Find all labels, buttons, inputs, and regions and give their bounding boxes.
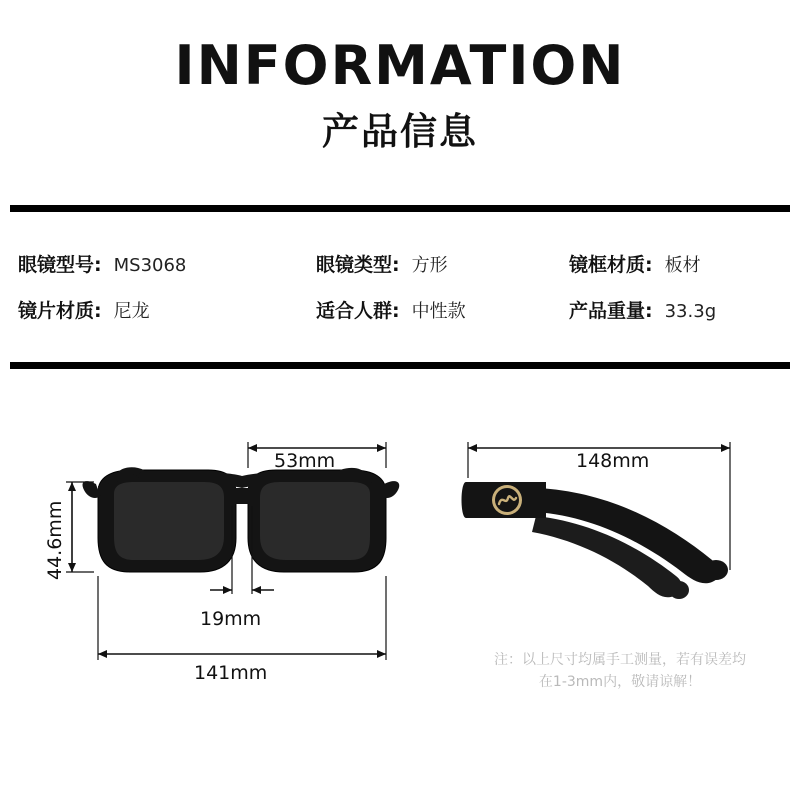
dimension-diagram — [0, 380, 800, 800]
page-title-en: INFORMATION — [174, 34, 626, 97]
spec-label: 眼镜类型: — [316, 253, 400, 276]
spec-row-frame-material — [565, 250, 790, 277]
divider-bottom — [10, 362, 790, 369]
spec-value: 板材 — [664, 254, 701, 276]
spec-label: 镜框材质: — [569, 253, 653, 276]
spec-label: 眼镜型号: — [18, 253, 102, 276]
spec-table — [10, 240, 790, 332]
dim-label-lens-height: 44.6mm — [44, 500, 66, 580]
page-title-cn: 产品信息 — [322, 109, 478, 153]
spec-label: 镜片材质: — [18, 299, 102, 322]
dim-label-lens-width: 53mm — [274, 450, 336, 472]
dim-label-bridge: 19mm — [200, 608, 262, 630]
spec-row-lens-material — [10, 296, 310, 323]
spec-value: 尼龙 — [113, 300, 150, 322]
dim-label-temple-length: 148mm — [576, 450, 650, 472]
spec-row-model — [10, 250, 310, 277]
spec-row-audience — [310, 296, 565, 323]
measurement-note-line2: 在1-3mm内，敬请谅解！ — [538, 673, 702, 690]
frame-front-shape — [83, 467, 400, 572]
spec-value: MS3068 — [113, 254, 187, 276]
spec-value: 33.3g — [664, 300, 717, 322]
brand-logo-icon — [492, 485, 522, 515]
spec-label: 产品重量: — [569, 299, 653, 322]
sunglasses-front-view — [40, 420, 460, 760]
spec-value: 中性款 — [411, 300, 466, 322]
spec-label: 适合人群: — [316, 299, 400, 322]
spec-row-weight — [565, 296, 790, 323]
measurement-note-line1: 注：以上尺寸均属手工测量，若有误差均 — [494, 652, 746, 668]
page-header — [0, 34, 800, 155]
divider-top — [10, 205, 790, 212]
measurement-note — [470, 650, 770, 693]
dim-label-frame-width: 141mm — [194, 662, 268, 684]
spec-value: 方形 — [411, 254, 448, 276]
spec-row-type — [310, 250, 565, 277]
